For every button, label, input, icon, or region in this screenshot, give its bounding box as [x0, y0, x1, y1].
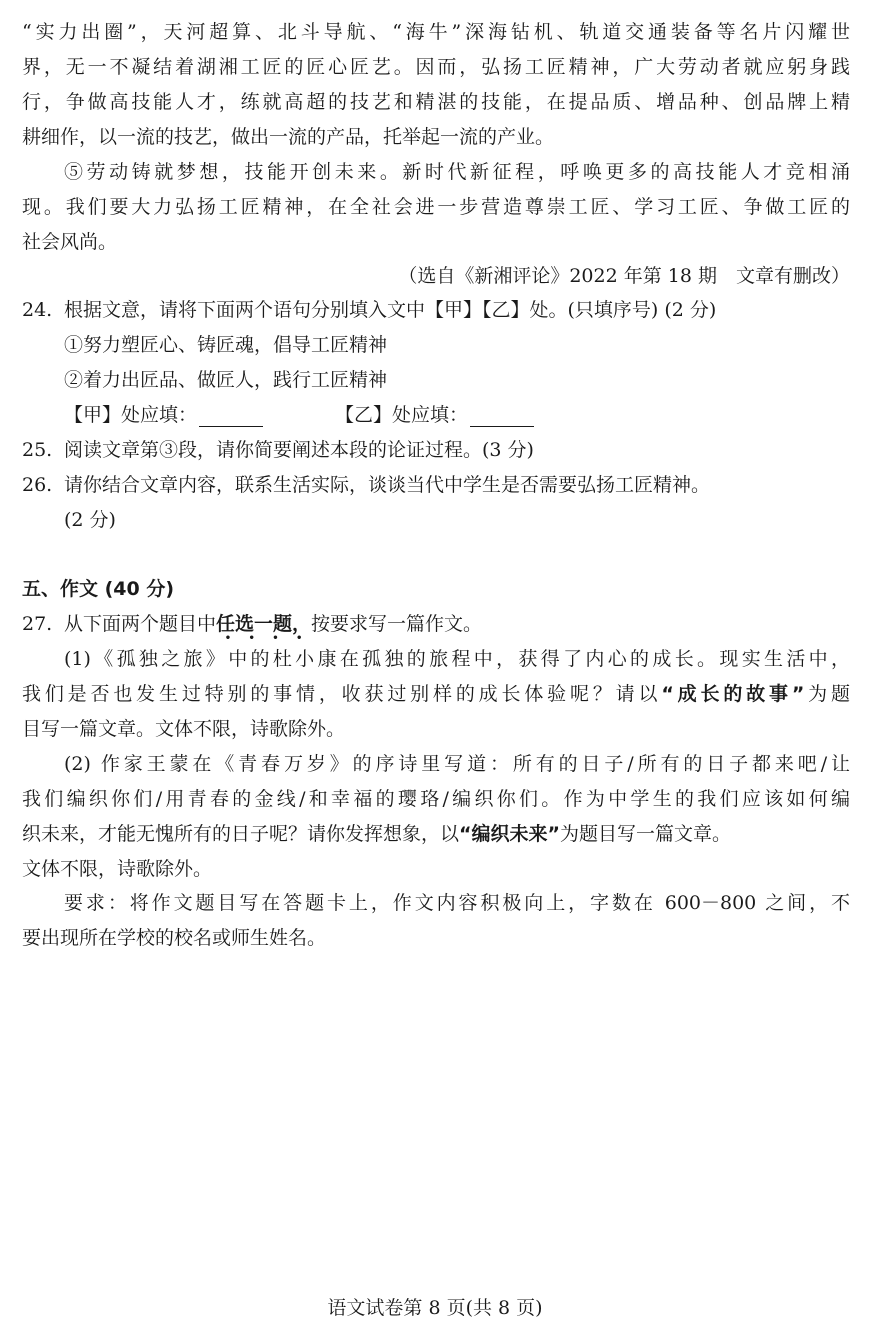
question-26-text: 请你结合文章内容，联系生活实际，谈谈当代中学生是否需要弘扬工匠精神。: [64, 474, 711, 496]
question-27-emphasis: 任选一题， • • • •: [216, 613, 312, 644]
passage-line-1: “实力出圈”，天河超算、北斗导航、“海牛”深海钻机、轨道交通装备等名片闪耀世: [22, 21, 850, 43]
topic-2-title: “编织未来”: [459, 823, 560, 845]
question-24-number: 24.: [22, 299, 53, 321]
question-27-number: 27.: [22, 613, 53, 635]
section-5-heading: 五、作文 (40 分): [22, 578, 175, 600]
question-24-option-1: ①努力塑匠心、铸匠魂，倡导工匠精神: [64, 334, 388, 356]
passage-line-2: 界，无一不凝结着湖湘工匠的匠心匠艺。因而，弘扬工匠精神，广大劳动者就应躬身践: [22, 56, 850, 78]
para5-line-3: 社会风尚。: [22, 231, 118, 253]
para5-line-2: 现。我们要大力弘扬工匠精神，在全社会进一步营造尊崇工匠、学习工匠、争做工匠的: [22, 196, 850, 218]
para5-line-1: ⑤劳动铸就梦想，技能开创未来。新时代新征程，呼唤更多的高技能人才竞相涌: [64, 161, 850, 183]
question-27-text-after: 按要求写一篇作文。: [311, 613, 483, 635]
topic-1-line-2: 我们是否也发生过特别的事情，收获过别样的成长体验呢？请以“成长的故事”为题: [22, 683, 850, 705]
emphasis-dots: • • • •: [224, 633, 303, 644]
topic-1-line-3: 目写一篇文章。文体不限，诗歌除外。: [22, 718, 346, 740]
question-25-number: 25.: [22, 439, 53, 461]
topic-2-line-3: 织未来，才能无愧所有的日子呢？请你发挥想象，以“编织未来”为题目写一篇文章。: [22, 823, 732, 845]
question-26-number: 26.: [22, 474, 53, 496]
question-24: [22, 298, 850, 322]
requirement-line-1: 要求：将作文题目写在答题卡上，作文内容积极向上，字数在 600－800 之间，不: [64, 892, 850, 914]
question-25-text: 阅读文章第③段，请你简要阐述本段的论证过程。(3 分): [64, 439, 534, 461]
topic-2-line-2: 我们编织你们/用青春的金线/和幸福的璎珞/编织你们。作为中学生的我们应该如何编: [22, 788, 850, 810]
topic-1-title: “成长的故事”: [661, 683, 805, 705]
topic-2-line-1: (2) 作家王蒙在《青春万岁》的序诗里写道：所有的日子/所有的日子都来吧/让: [64, 753, 850, 775]
fill-jia-label: 【甲】处应填：: [64, 404, 198, 426]
passage-line-4: 耕细作，以一流的技艺，做出一流的产品，托举起一流的产业。: [22, 126, 555, 148]
question-27: [22, 612, 850, 644]
requirement-line-2: 要出现所在学校的校名或师生姓名。: [22, 927, 327, 949]
topic-2-line-4: 文体不限，诗歌除外。: [22, 858, 213, 880]
question-26: [22, 473, 850, 497]
page-footer: 语文试卷第 8 页(共 8 页): [327, 1297, 543, 1319]
question-24-option-2: ②着力出匠品、做匠人，践行工匠精神: [64, 369, 388, 391]
question-24-text: 根据文意，请将下面两个语句分别填入文中【甲】【乙】处。(只填序号) (2 分): [64, 299, 717, 321]
question-24-fill-row: [64, 403, 850, 427]
passage-line-3: 行，争做高技能人才，练就高超的技艺和精湛的技能，在提品质、增品种、创品牌上精: [22, 91, 850, 113]
question-25: [22, 438, 850, 462]
topic-1-line-1: (1)《孤独之旅》中的杜小康在孤独的旅程中，获得了内心的成长。现实生活中，: [64, 648, 850, 670]
question-26-score: (2 分): [64, 509, 116, 531]
fill-jia-blank[interactable]: [199, 408, 263, 427]
fill-yi-blank[interactable]: [470, 408, 534, 427]
question-27-text-before: 从下面两个题目中: [64, 613, 217, 635]
fill-yi-label: 【乙】处应填：: [335, 404, 469, 426]
passage-source: （选自《新湘评论》2022 年第 18 期 文章有删改）: [398, 265, 850, 287]
